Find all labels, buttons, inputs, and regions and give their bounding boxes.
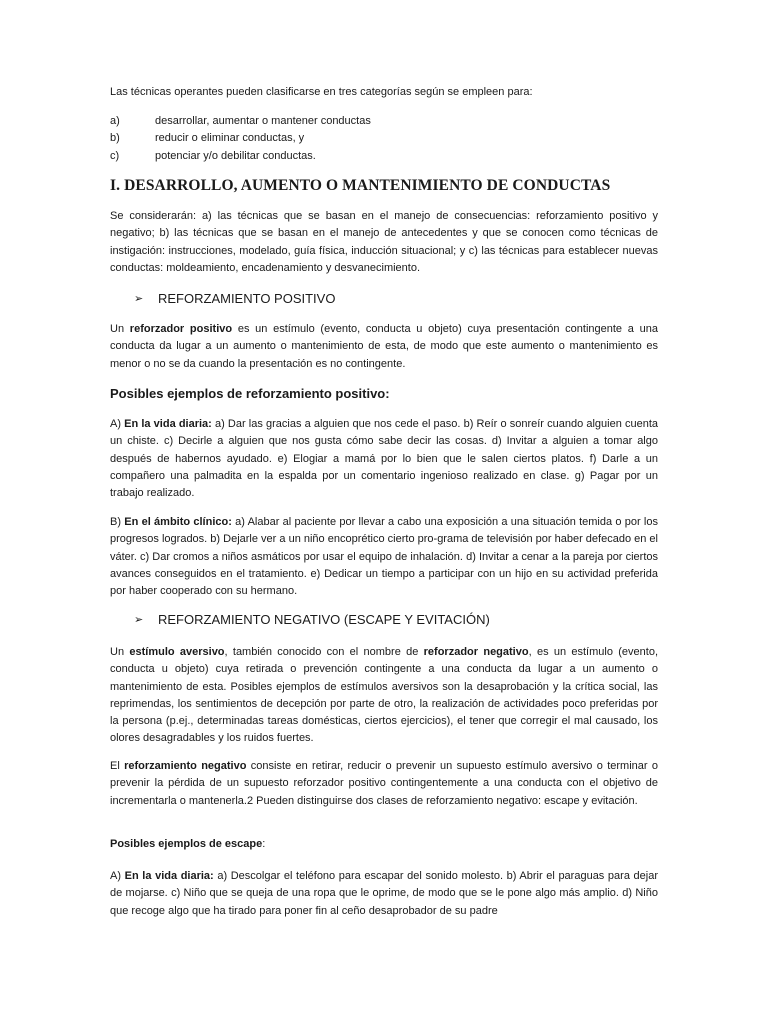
heading-text: REFORZAMIENTO POSITIVO	[158, 291, 336, 306]
heading-positive-reinforcement	[134, 291, 335, 306]
list-item	[110, 113, 371, 130]
bold-term: En el ámbito clínico:	[124, 516, 232, 528]
list-item-label: c)	[110, 149, 120, 162]
heading-negative-reinforcement	[134, 612, 490, 627]
bold-term: En la vida diaria:	[124, 418, 212, 430]
escape-examples-daily-life: A) En la vida diaria: a) Descolgar el teléfono para escapar del sonido molesto. b) Abrir el paraguas para dejar de mojarse. c) Niño que se queja de una ropa que le oprime, de modo que se le pone algo más amplio. d) Niño que recoge algo que ha tirado para poner fin al ceño desaprobador de su padre	[110, 870, 659, 917]
list-item	[110, 148, 371, 165]
aversive-stimulus-paragraph: Un estímulo aversivo, también conocido con el nombre de reforzador negativo, es un estímulo (evento, conducta u objeto) cuya retirada o prevención contingente a una conducta da lugar a un aumento o mantenimiento de esta. Posibles ejemplos de estímulos aversivos son la desaprobación y la crítica social, las reprimendas, los sentimientos de decepción por parte de otro, la realización de actividades poco preferidas por la persona (p.ej., determinadas tareas domésticas, ciertos ejercicios), el tener que corregir el mal causado, los olores desagradables y los ruidos fuertes.	[110, 646, 659, 745]
escape-examples-title: Posibles ejemplos de escape:	[110, 838, 266, 850]
arrow-bullet-icon: ➢	[134, 614, 144, 626]
bold-term: estímulo aversivo	[129, 646, 225, 658]
category-list	[110, 113, 371, 165]
positive-reinforcer-definition: Un reforzador positivo es un estímulo (evento, conducta u objeto) cuya presentación contingente a una conducta da lugar a un aumento o mantenimiento de esta, de modo que este aumento o mantenimiento es menor o no se da cuando la presentación es no contingente.	[110, 323, 658, 370]
intro-paragraph: Las técnicas operantes pueden clasificarse en tres categorías según se empleen para:	[110, 86, 533, 98]
list-item-text: potenciar y/o debilitar conductas.	[155, 149, 316, 162]
list-item	[110, 130, 371, 147]
list-item-label: b)	[110, 132, 120, 145]
section-title: I. DESARROLLO, AUMENTO O MANTENIMIENTO DE CONDUCTAS	[110, 177, 611, 194]
list-item-text: desarrollar, aumentar o mantener conductas	[155, 115, 371, 127]
examples-daily-life: A) En la vida diaria: a) Dar las gracias a alguien que nos cede el paso. b) Reír o sonreír cuando alguien cuenta un chiste. c) Decirle a alguien que nos gusta cómo sabe decir las cosas. d) Invitar a alguien a tomar algo después de habernos ayudado. e) Elogiar a mamá por lo bien que le salen ciertos platos. f) Darle a un compañero una palmadita en la espalda por un comentario ingenioso realizado en clase. g) Pagar por un trabajo realizado.	[110, 418, 658, 500]
list-item-label: a)	[110, 115, 120, 127]
bold-term: reforzador positivo	[129, 323, 233, 335]
negative-reinforcement-paragraph: El reforzamiento negativo consiste en retirar, reducir o prevenir un supuesto estímulo aversivo o terminar o prevenir la pérdida de un supuesto reforzador positivo contingentemente a una conducta con el objetivo de incrementarla o mantenerla.2 Pueden distinguirse dos clases de reforzamiento negativo: escape y evitación.	[110, 760, 659, 807]
examples-title: Posibles ejemplos de reforzamiento positivo:	[110, 386, 390, 401]
section-intro-paragraph: Se considerarán: a) las técnicas que se basan en el manejo de consecuencias: reforzamiento positivo y negativo; b) las técnicas que se basan en el manejo de antecedentes y que se conocen como técnicas de instigación: instrucciones, modelado, guía física, inducción situacional; y c) las técnicas para establecer nuevas conductas: moldeamiento, encadenamiento y desvanecimiento.	[110, 210, 658, 274]
arrow-bullet-icon: ➢	[134, 293, 144, 305]
bold-term: reforzador negativo	[423, 646, 529, 658]
heading-text: REFORZAMIENTO NEGATIVO (ESCAPE Y EVITACIÓN)	[158, 612, 490, 627]
bold-term: En la vida diaria:	[124, 870, 214, 882]
bold-term: reforzamiento negativo	[124, 760, 247, 772]
examples-clinical: B) En el ámbito clínico: a) Alabar al paciente por llevar a cabo una exposición a una situación temida o por los progresos logrados. b) Dejarle ver a un niño encoprético cierto pro-grama de televisión por haber defecado en el váter. c) Dar cromos a niños asmáticos por usar el equipo de inhalación. d) Invitar a cenar a la pareja por ciertos avances conseguidos en el tratamiento. e) Dedicar un tiempo a participar con un hijo en su actividad preferida por haber cooperado con su hermano.	[110, 516, 658, 598]
list-item-text: reducir o eliminar conductas, y	[155, 132, 305, 145]
